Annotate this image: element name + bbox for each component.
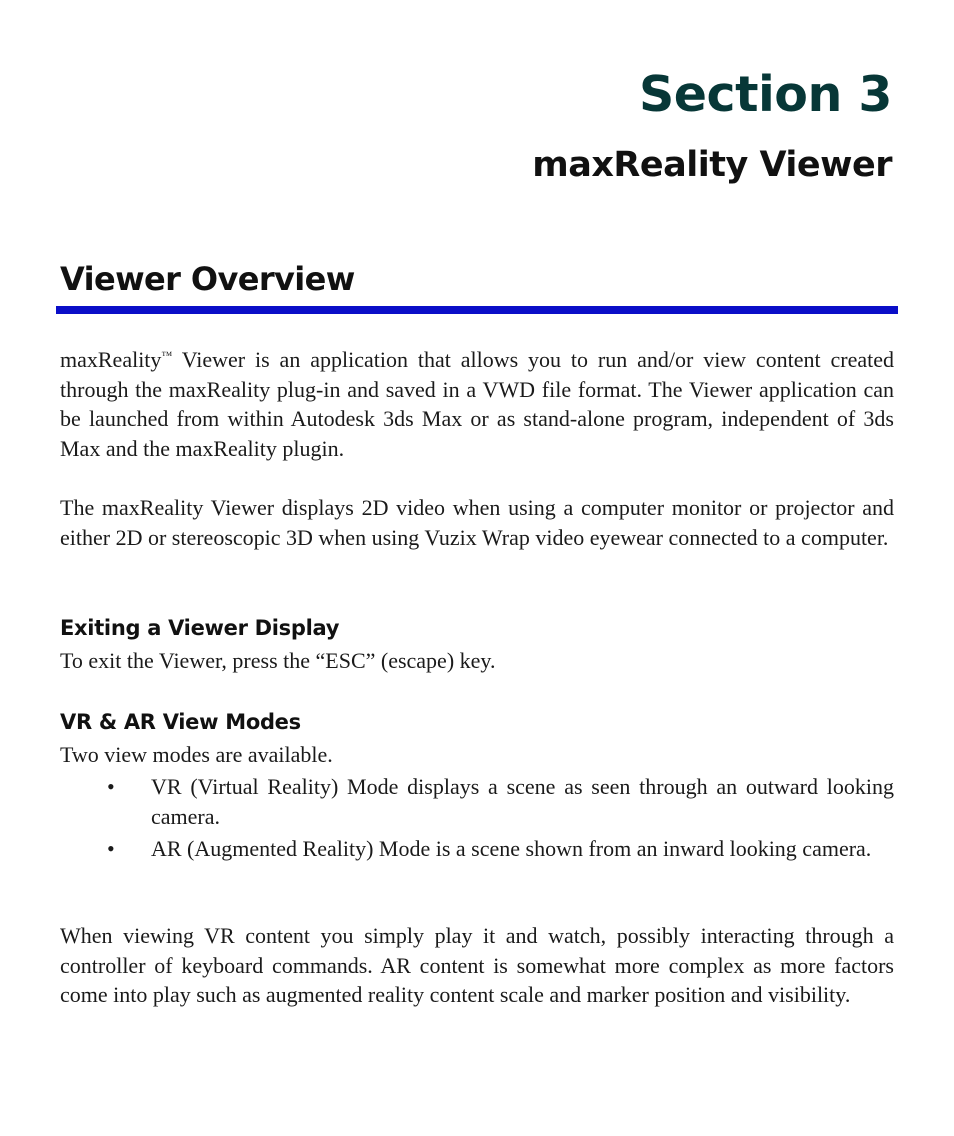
brand-name: maxReality bbox=[60, 347, 162, 372]
exiting-viewer-heading: Exiting a Viewer Display bbox=[60, 616, 340, 640]
bullet-icon: • bbox=[107, 836, 115, 861]
view-modes-heading: VR & AR View Modes bbox=[60, 710, 301, 734]
list-item-text: AR (Augmented Reality) Mode is a scene shown from an inward looking camera. bbox=[151, 836, 872, 861]
overview-paragraph-2: The maxReality Viewer displays 2D video when using a computer monitor or projector and either 2D or stereoscopic 3D when using Vuzix Wrap video eyewear connected to a computer. bbox=[60, 495, 894, 550]
list-item-ar-mode bbox=[0, 834, 954, 864]
list-item-vr-mode bbox=[0, 772, 954, 831]
overview-paragraph-1-text: Viewer is an application that allows you to run and/or view content created through the maxReality plug-in and saved in a VWD file format. The Viewer application can be launched from within Autodesk 3ds Max or as stand-alone program, independent of 3ds Max and the maxReality plugin. bbox=[60, 347, 894, 461]
viewer-overview-heading: Viewer Overview bbox=[60, 260, 355, 298]
trademark-symbol: ™ bbox=[161, 350, 173, 362]
view-modes-list bbox=[0, 772, 954, 867]
bullet-icon: • bbox=[107, 774, 115, 799]
list-item-text: VR (Virtual Reality) Mode displays a scene as seen through an outward looking camera. bbox=[151, 774, 894, 829]
section-title: maxReality Viewer bbox=[532, 145, 892, 185]
section-number: Section 3 bbox=[639, 66, 892, 123]
heading-divider-rule bbox=[56, 306, 898, 314]
view-modes-intro: Two view modes are available. bbox=[60, 742, 333, 767]
closing-paragraph: When viewing VR content you simply play it and watch, possibly interacting through a controller of keyboard commands. AR content is somewhat more complex as more factors come into play such as augmented reality content scale and marker position and visibility. bbox=[60, 923, 894, 1007]
overview-paragraph-1 bbox=[60, 345, 894, 463]
exiting-viewer-text: To exit the Viewer, press the “ESC” (escape) key. bbox=[60, 648, 496, 673]
